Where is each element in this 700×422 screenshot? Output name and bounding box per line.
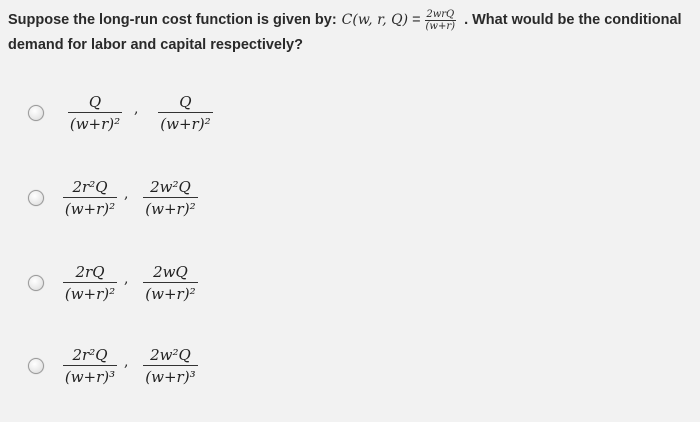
answer-option-3[interactable] bbox=[28, 262, 200, 304]
question-line-1 bbox=[8, 8, 698, 33]
answer-option-2[interactable] bbox=[28, 177, 200, 219]
labor-denominator: (w+r)³ bbox=[63, 365, 117, 387]
separator-comma: , bbox=[134, 101, 139, 117]
radio-button-option-1[interactable] bbox=[28, 105, 44, 121]
question-text bbox=[8, 8, 698, 58]
cost-function-numerator: 2wrQ bbox=[426, 9, 455, 20]
question-suffix: . What would be the conditional bbox=[464, 12, 682, 28]
capital-denominator: (w+r)³ bbox=[143, 365, 197, 387]
cost-function-fraction bbox=[425, 9, 457, 32]
labor-numerator: Q bbox=[88, 93, 102, 111]
answer-option-1[interactable] bbox=[28, 92, 220, 134]
labor-numerator: 2rQ bbox=[75, 263, 105, 281]
capital-denominator: (w+r)² bbox=[158, 112, 212, 134]
capital-numerator: 2w²Q bbox=[150, 346, 191, 364]
equals-sign: = bbox=[412, 12, 421, 28]
separator-comma: , bbox=[124, 354, 129, 370]
capital-numerator: 2w²Q bbox=[150, 178, 191, 196]
question-line-2: demand for labor and capital respectively? bbox=[8, 37, 303, 53]
labor-denominator: (w+r)² bbox=[63, 282, 117, 304]
labor-denominator: (w+r)² bbox=[68, 112, 122, 134]
cost-function-label: C(w, r, Q) bbox=[341, 12, 409, 28]
capital-demand-fraction bbox=[140, 262, 200, 304]
capital-denominator: (w+r)² bbox=[143, 282, 197, 304]
separator-comma: , bbox=[124, 271, 129, 287]
radio-button-option-3[interactable] bbox=[28, 275, 44, 291]
separator-comma: , bbox=[124, 186, 129, 202]
labor-numerator: 2r²Q bbox=[72, 178, 108, 196]
cost-function-denominator: (w+r) bbox=[425, 21, 456, 32]
labor-demand-fraction bbox=[60, 345, 120, 387]
capital-demand-fraction bbox=[150, 92, 220, 134]
capital-numerator: Q bbox=[179, 93, 192, 111]
labor-denominator: (w+r)² bbox=[63, 197, 117, 219]
labor-demand-fraction bbox=[60, 177, 120, 219]
capital-demand-fraction bbox=[140, 177, 200, 219]
radio-button-option-4[interactable] bbox=[28, 358, 44, 374]
capital-denominator: (w+r)² bbox=[143, 197, 197, 219]
question-prefix: Suppose the long-run cost function is given by: bbox=[8, 12, 337, 28]
labor-numerator: 2r²Q bbox=[72, 346, 108, 364]
radio-button-option-2[interactable] bbox=[28, 190, 44, 206]
answer-option-4[interactable] bbox=[28, 345, 200, 387]
capital-numerator: 2wQ bbox=[153, 263, 188, 281]
capital-demand-fraction bbox=[140, 345, 200, 387]
labor-demand-fraction bbox=[60, 262, 120, 304]
labor-demand-fraction bbox=[60, 92, 130, 134]
